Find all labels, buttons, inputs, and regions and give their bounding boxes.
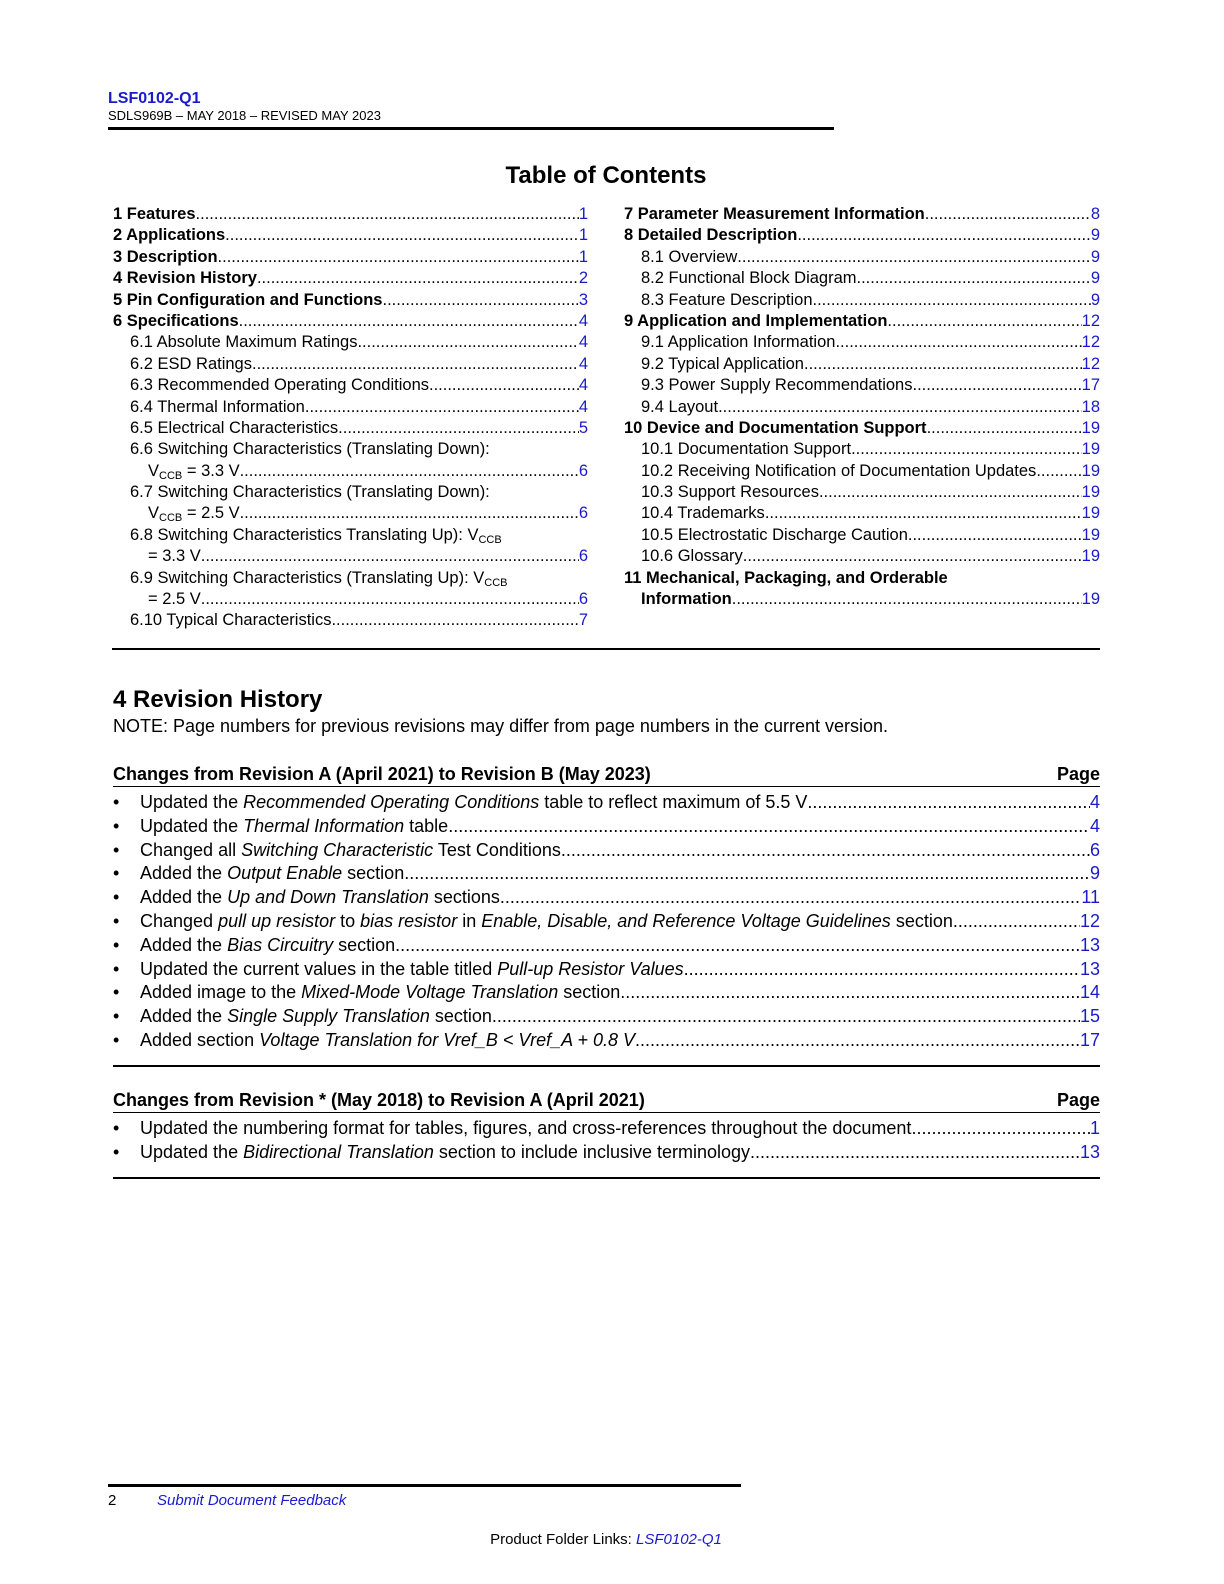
- revision-list: [113, 791, 1100, 1053]
- revision-item-text: Added the Up and Down Translation sections: [140, 887, 500, 908]
- toc-entry[interactable]: 10.6 Glossary ..... 19: [624, 546, 1100, 567]
- page-link[interactable]: 12: [1079, 910, 1100, 931]
- revision-header: [113, 762, 1100, 787]
- bullet: •: [113, 982, 120, 1003]
- toc-entry-text[interactable]: 11 Mechanical, Packaging, and Orderable: [624, 568, 948, 587]
- bullet: •: [113, 863, 120, 884]
- toc-right-column: [624, 204, 1100, 610]
- revision-header: [113, 1088, 1100, 1113]
- revision-item-text: Updated the numbering format for tables, figures, and cross-references throughout the document: [140, 1118, 912, 1138]
- revision-a-changes: [113, 1088, 1100, 1179]
- page-link[interactable]: 4: [1089, 792, 1100, 812]
- revision-item[interactable]: [113, 934, 1100, 958]
- toc-title: Table of Contents: [505, 162, 707, 189]
- bullet: •: [113, 910, 120, 931]
- toc-entry-text[interactable]: 6.6 Switching Characteristics (Translating Down):: [130, 440, 490, 459]
- revision-item[interactable]: [113, 1029, 1100, 1053]
- bullet: •: [113, 1118, 120, 1138]
- revision-item[interactable]: [113, 1117, 1100, 1141]
- page-link[interactable]: 17: [1079, 1029, 1100, 1050]
- toc-entry[interactable]: 10.2 Receiving Notification of Documentation Updates ..... 19: [624, 461, 1100, 482]
- toc-entry[interactable]: 10.1 Documentation Support ..... 19: [624, 439, 1100, 460]
- toc-entry[interactable]: 6 Specifications ..... 4: [113, 311, 588, 332]
- toc-entry[interactable]: 10.3 Support Resources ..... 19: [624, 482, 1100, 503]
- toc-entry[interactable]: 3 Description ..... 1: [113, 247, 588, 268]
- revision-item-text: Added the Single Supply Translation section: [140, 1006, 492, 1027]
- toc-entry[interactable]: 4 Revision History ..... 2: [113, 268, 588, 289]
- revision-item-text: Added the Bias Circuitry section: [140, 934, 396, 955]
- bullet: •: [113, 815, 120, 836]
- dot-leader: [448, 815, 1090, 839]
- toc-entry[interactable]: 6.1 Absolute Maximum Ratings ..... 4: [113, 332, 588, 353]
- toc-entry[interactable]: 9.3 Power Supply Recommendations ..... 17: [624, 375, 1100, 396]
- bullet: •: [113, 934, 120, 955]
- dot-leader: [750, 1141, 1080, 1165]
- toc-entry[interactable]: 10 Device and Documentation Support ..... 19: [624, 418, 1100, 439]
- toc-entry[interactable]: 6.3 Recommended Operating Conditions ..... 4: [113, 375, 588, 396]
- revision-title: Changes from Revision A (April 2021) to Revision B (May 2023): [113, 764, 651, 784]
- page-column-header: Page: [1056, 764, 1100, 784]
- page-link[interactable]: 9: [1089, 863, 1100, 884]
- dot-leader: [500, 886, 1081, 910]
- toc-entry[interactable]: 10.5 Electrostatic Discharge Caution ..... 19: [624, 525, 1100, 546]
- dot-leader: [684, 958, 1080, 982]
- header-divider: [108, 127, 834, 130]
- toc-entry[interactable]: 6.10 Typical Characteristics ..... 7: [113, 610, 588, 631]
- dot-leader: [561, 839, 1090, 863]
- bullet: •: [113, 839, 120, 860]
- footer-divider: [108, 1484, 741, 1487]
- revision-list: [113, 1117, 1100, 1165]
- revision-item-text: Changed all Switching Characteristic Test Conditions: [140, 839, 561, 860]
- part-number[interactable]: LSF0102-Q1: [108, 90, 201, 107]
- dot-leader: [404, 862, 1090, 886]
- revision-item-text: Updated the Thermal Information table: [140, 815, 449, 836]
- bullet: •: [113, 792, 120, 812]
- toc-entry[interactable]: 8 Detailed Description ..... 9: [624, 225, 1100, 246]
- page-link[interactable]: 6: [1089, 839, 1100, 860]
- revision-item-text: Added the Output Enable section: [140, 863, 405, 884]
- revision-item[interactable]: [113, 839, 1100, 863]
- toc-left-column: [113, 204, 588, 632]
- page-link[interactable]: 13: [1079, 958, 1100, 979]
- bullet: •: [113, 1006, 120, 1027]
- revision-divider: [113, 1065, 1100, 1067]
- toc-entry[interactable]: $V_{CCB} = 2.5$ V ..... 6: [113, 503, 588, 524]
- page-number: 2: [108, 1492, 117, 1509]
- section-title: 4 Revision History: [113, 686, 323, 713]
- revision-item[interactable]: [113, 1005, 1100, 1029]
- revision-item[interactable]: [113, 862, 1100, 886]
- toc-entry[interactable]: 6.5 Electrical Characteristics ..... 5: [113, 418, 588, 439]
- revision-title: Changes from Revision * (May 2018) to Revision A (April 2021): [113, 1090, 645, 1110]
- toc-entry[interactable]: 8.3 Feature Description ..... 9: [624, 290, 1100, 311]
- submit-feedback-link[interactable]: Submit Document Feedback: [157, 1492, 347, 1509]
- revision-item[interactable]: [113, 1141, 1100, 1165]
- revision-item-text: Added image to the Mixed-Mode Voltage Translation section: [140, 982, 621, 1003]
- page-link[interactable]: 14: [1079, 982, 1100, 1003]
- bullet: •: [113, 958, 120, 979]
- page-link[interactable]: 13: [1079, 1141, 1100, 1162]
- toc-entry[interactable]: 9.2 Typical Application ..... 12: [624, 354, 1100, 375]
- toc-entry-text[interactable]: 6.8 Switching Characteristics Translating Up): $V_{CCB}$: [130, 525, 502, 546]
- revision-b-changes: [113, 762, 1100, 1067]
- revision-item-text: Added section Voltage Translation for Vref_B < Vref_A + 0.8 V: [140, 1029, 635, 1050]
- product-link[interactable]: LSF0102-Q1: [636, 1531, 722, 1548]
- bullet: •: [113, 1029, 120, 1050]
- revision-item[interactable]: [113, 981, 1100, 1005]
- bullet: •: [113, 887, 120, 908]
- dot-leader: [953, 910, 1080, 934]
- dot-leader: [492, 1005, 1080, 1029]
- toc-entry[interactable]: = 3.3 V ..... 6: [113, 546, 588, 567]
- toc-entry[interactable]: 10.4 Trademarks ..... 19: [624, 503, 1100, 524]
- toc-entry[interactable]: 5 Pin Configuration and Functions ..... 3: [113, 290, 588, 311]
- toc-entry[interactable]: 6.4 Thermal Information ..... 4: [113, 397, 588, 418]
- revision-note: NOTE: Page numbers for previous revisions may differ from page numbers in the current version.: [113, 716, 889, 736]
- revision-divider: [113, 1177, 1100, 1179]
- revision-item[interactable]: [113, 958, 1100, 982]
- page-link[interactable]: 13: [1079, 934, 1100, 955]
- page-link[interactable]: 11: [1081, 887, 1100, 908]
- page-column-header: Page: [1056, 1090, 1100, 1110]
- dot-leader: [807, 791, 1090, 815]
- document-id: SDLS969B – MAY 2018 – REVISED MAY 2023: [108, 108, 381, 123]
- toc-entry[interactable]: 8.2 Functional Block Diagram ..... 9: [624, 268, 1100, 289]
- revision-item[interactable]: [113, 791, 1100, 815]
- page-link[interactable]: 4: [1089, 815, 1100, 836]
- dot-leader: [395, 934, 1080, 958]
- dot-leader: [911, 1117, 1090, 1141]
- toc-entry[interactable]: = 2.5 V ..... 6: [113, 589, 588, 610]
- toc-entry[interactable]: 6.2 ESD Ratings ..... 4: [113, 354, 588, 375]
- page-header: [108, 90, 834, 130]
- revision-item-text: Updated the Recommended Operating Conditions table to reflect maximum of 5.5 V: [140, 792, 808, 812]
- revision-item[interactable]: [113, 886, 1100, 910]
- toc-entry[interactable]: 9 Application and Implementation ..... 12: [624, 311, 1100, 332]
- page-link[interactable]: 15: [1079, 1006, 1100, 1027]
- toc-entry[interactable]: 9.4 Layout ..... 18: [624, 397, 1100, 418]
- toc-entry[interactable]: 1 Features ..... 1: [113, 204, 588, 225]
- product-folder-links: [0, 1531, 1212, 1548]
- revision-item-text: Updated the current values in the table titled Pull-up Resistor Values: [140, 958, 684, 979]
- toc-entry[interactable]: $V_{CCB} = 3.3$ V ..... 6: [113, 461, 588, 482]
- revision-item-text: Updated the Bidirectional Translation section to include inclusive terminology: [140, 1141, 751, 1162]
- revision-item[interactable]: [113, 910, 1100, 934]
- toc-entry[interactable]: 9.1 Application Information ..... 12: [624, 332, 1100, 353]
- toc-entry[interactable]: 8.1 Overview ..... 9: [624, 247, 1100, 268]
- dot-leader: [620, 981, 1080, 1005]
- toc-divider: [112, 648, 1100, 650]
- toc-entry-text[interactable]: 6.9 Switching Characteristics (Translating Up): $V_{CCB}$: [130, 568, 508, 589]
- toc-entry[interactable]: 2 Applications ..... 1: [113, 225, 588, 246]
- toc-entry-text[interactable]: 6.7 Switching Characteristics (Translating Down):: [130, 483, 490, 502]
- dot-leader: [635, 1029, 1080, 1053]
- product-links-label: Product Folder Links:: [490, 1531, 636, 1548]
- bullet: •: [113, 1141, 120, 1162]
- revision-item-text: Changed pull up resistor to bias resistor in Enable, Disable, and Reference Voltage Guidelines section: [140, 910, 953, 931]
- toc-entry[interactable]: 7 Parameter Measurement Information ..... 8: [624, 204, 1100, 225]
- page-link[interactable]: 1: [1089, 1118, 1100, 1138]
- toc-entry[interactable]: Information ..... 19: [624, 589, 1100, 610]
- revision-item[interactable]: [113, 815, 1100, 839]
